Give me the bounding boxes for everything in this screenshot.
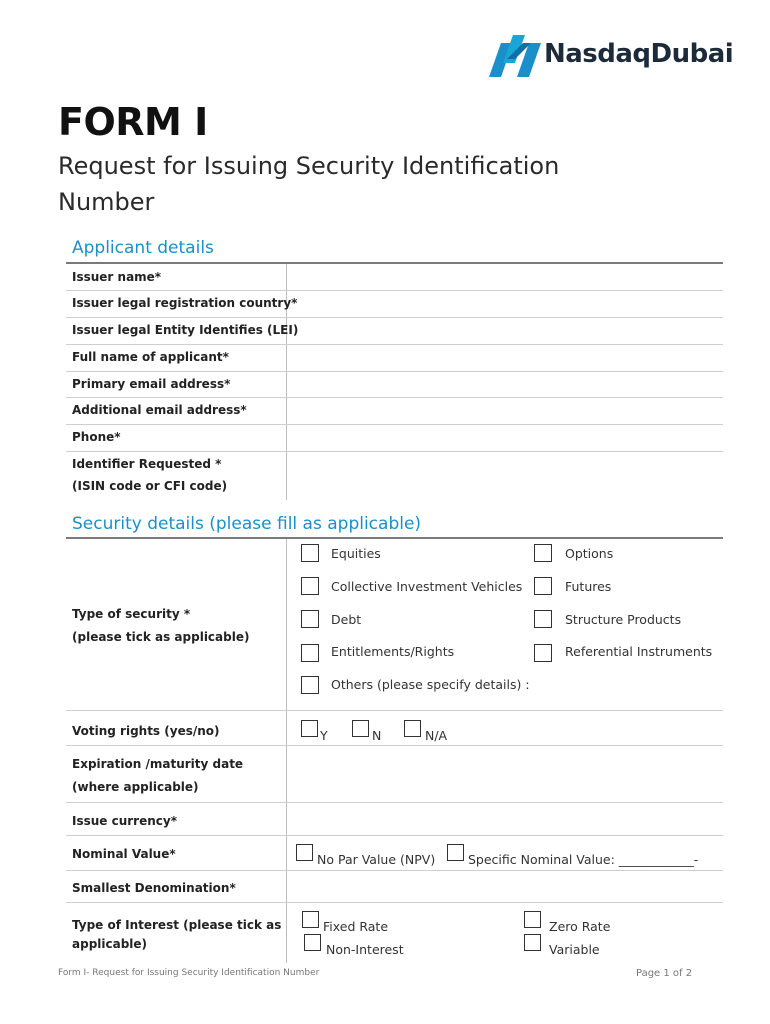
registration-country-label: Issuer legal registration country*	[72, 296, 298, 310]
voting-no-option: N	[372, 728, 382, 743]
row-divider	[66, 710, 723, 711]
lei-field[interactable]	[288, 318, 722, 344]
lei-label: Issuer legal Entity Identifies (LEI)	[72, 323, 299, 337]
debt-checkbox[interactable]	[301, 610, 319, 628]
nasdaq-dubai-logo	[487, 33, 747, 81]
additional-email-field[interactable]	[288, 398, 722, 424]
variable-option: Variable	[549, 942, 600, 957]
futures-option: Futures	[565, 579, 612, 594]
type-of-interest-label: Type of Interest (please tick as	[72, 918, 282, 932]
issue-currency-field[interactable]	[288, 803, 722, 835]
primary-email-field[interactable]	[288, 372, 722, 398]
specific-nominal-option: Specific Nominal Value: ____________-	[468, 852, 699, 867]
form-title: FORM I	[58, 100, 208, 144]
voting-no-checkbox[interactable]	[352, 720, 369, 737]
non-interest-option: Non-Interest	[326, 942, 404, 957]
collective-investment-option: Collective Investment Vehicles	[331, 579, 523, 594]
others-checkbox[interactable]	[301, 676, 319, 694]
entitlements-option: Entitlements/Rights	[331, 644, 455, 659]
identifier-requested-note: (ISIN code or CFI code)	[72, 479, 228, 493]
npv-checkbox[interactable]	[296, 844, 313, 861]
fixed-rate-option: Fixed Rate	[323, 919, 389, 934]
voting-na-checkbox[interactable]	[404, 720, 421, 737]
expiration-note: (where applicable)	[72, 780, 199, 794]
voting-yes-option: Y	[320, 728, 328, 743]
phone-label: Phone*	[72, 430, 121, 444]
structure-products-checkbox[interactable]	[534, 610, 552, 628]
applicant-details-heading: Applicant details	[72, 238, 214, 258]
npv-option: No Par Value (NPV)	[317, 852, 436, 867]
phone-field[interactable]	[288, 425, 722, 451]
smallest-denomination-field[interactable]	[288, 871, 722, 902]
expiration-label: Expiration /maturity date	[72, 757, 244, 771]
security-details-heading: Security details (please fill as applicable)	[72, 514, 422, 534]
structure-products-option: Structure Products	[565, 612, 682, 627]
fixed-rate-checkbox[interactable]	[302, 911, 319, 928]
applicant-name-label: Full name of applicant*	[72, 350, 229, 364]
expiration-field[interactable]	[288, 746, 722, 802]
voting-rights-label: Voting rights (yes/no)	[72, 724, 220, 738]
security-column-divider	[286, 539, 287, 963]
security-top-rule	[66, 537, 723, 539]
applicant-name-field[interactable]	[288, 345, 722, 371]
type-of-security-note: (please tick as applicable)	[72, 630, 250, 644]
logo-text: NasdaqDubai	[544, 39, 734, 69]
form-subtitle: Request for Issuing Security Identification Number	[58, 152, 560, 216]
zero-rate-checkbox[interactable]	[524, 911, 541, 928]
footer-document-title: Form I- Request for Issuing Security Identification Number	[58, 968, 320, 978]
voting-yes-checkbox[interactable]	[301, 720, 318, 737]
non-interest-checkbox[interactable]	[304, 934, 321, 951]
variable-checkbox[interactable]	[524, 934, 541, 951]
options-checkbox[interactable]	[534, 544, 552, 562]
footer-page-number: Page 1 of 2	[636, 968, 693, 979]
type-of-security-label: Type of security *	[72, 607, 191, 621]
smallest-denomination-label: Smallest Denomination*	[72, 881, 236, 895]
equities-option: Equities	[331, 546, 381, 561]
futures-checkbox[interactable]	[534, 577, 552, 595]
others-option: Others (please specify details) :	[331, 677, 530, 692]
entitlements-checkbox[interactable]	[301, 644, 319, 662]
zero-rate-option: Zero Rate	[549, 919, 611, 934]
equities-checkbox[interactable]	[301, 544, 319, 562]
primary-email-label: Primary email address*	[72, 377, 231, 391]
referential-instruments-option: Referential Instruments	[565, 644, 713, 659]
identifier-requested-field[interactable]	[288, 452, 722, 500]
row-divider	[66, 902, 723, 903]
logo-mark-icon	[487, 33, 543, 79]
issuer-name-label: Issuer name*	[72, 270, 162, 284]
type-of-interest-label-cont: applicable)	[72, 937, 148, 951]
voting-na-option: N/A	[425, 728, 448, 743]
issue-currency-label: Issue currency*	[72, 814, 177, 828]
nominal-value-label: Nominal Value*	[72, 847, 176, 861]
registration-country-field[interactable]	[288, 291, 722, 317]
issuer-name-field[interactable]	[288, 264, 722, 290]
collective-investment-checkbox[interactable]	[301, 577, 319, 595]
debt-option: Debt	[331, 612, 362, 627]
identifier-requested-label: Identifier Requested *	[72, 457, 222, 471]
options-option: Options	[565, 546, 614, 561]
additional-email-label: Additional email address*	[72, 403, 247, 417]
referential-instruments-checkbox[interactable]	[534, 644, 552, 662]
specific-nominal-checkbox[interactable]	[447, 844, 464, 861]
row-divider	[66, 835, 723, 836]
